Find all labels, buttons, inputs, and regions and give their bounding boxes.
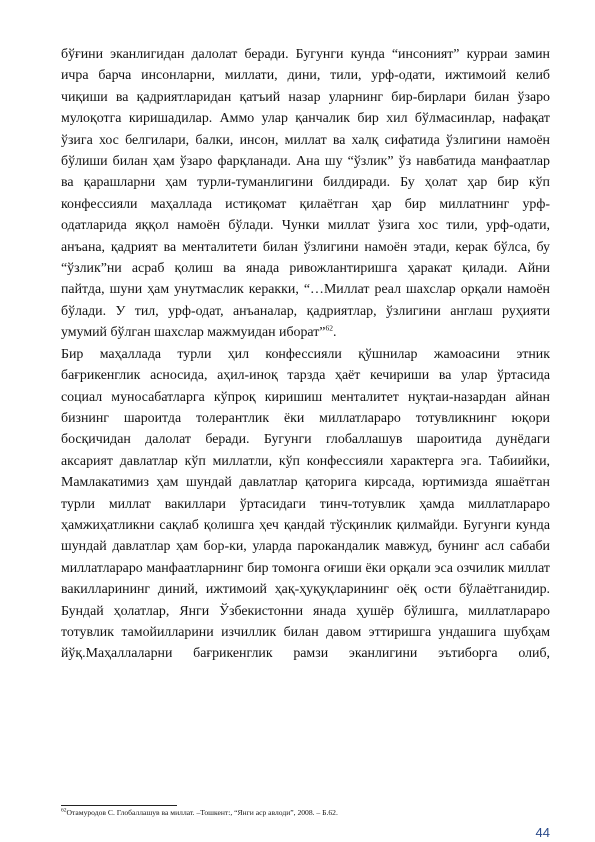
text-line-21: Мамлакатимиз ҳам шундай давлатлар қаторига кирсада, юртимизда яшаётган <box>61 475 550 491</box>
text-line-19: босқичидан далолат беради. Бугунги глобаллашув шароитида дунёдаги <box>61 432 550 448</box>
body-text <box>61 44 550 665</box>
text-line-22: турли миллат вакиллари ўртасидаги тинч-тотувлик ҳамда миллатлараро <box>61 496 550 512</box>
text-line-14: умумий бўлган шахслар мажмуидан иборат” <box>61 325 326 341</box>
text-line-12: пайтда, шуни ҳам унутмаслик керакки, “…Миллат реал шахслар орқали намоён <box>61 282 550 298</box>
text-line-18: бизнинг шароитда толерантлик ёки миллатлараро тотувликнинг юқори <box>61 410 550 426</box>
page-number: 44 <box>535 825 550 840</box>
text-line-7: ва қарашларни ҳам турли-туманлигини билдиради. Бу ҳолат ҳар бир кўп <box>61 175 550 191</box>
text-line-6: бўлиши билан ҳам ўзаро фарқланади. Ана шу “ўзлик” ўз навбатида манфаатлар <box>61 154 550 170</box>
text-line-5: ўзига хос белгилари, балки, инсон, миллат ва халқ сифатида ўзлигини намоён <box>61 132 550 148</box>
footnote-divider <box>61 805 177 806</box>
paragraph-end-line <box>61 322 550 343</box>
text-line-2: ичра барча инсонларни, миллати, дини, тили, урф-одати, ижтимоий келиб <box>61 68 550 84</box>
text-line-25: миллатлараро манфаатларнинг бир томонга оғиши ёки орқали эса озчилик миллат <box>61 560 550 576</box>
text-line-17: социал муносабатларга кўпроқ киришиш менталитет нуқтаи-назардан айнан <box>61 389 550 405</box>
footnote-text: Отамуродов С. Глобаллашув ва миллат. –Тошкент:, “Янги аср авлоди”, 2008. – Б.62. <box>66 808 338 817</box>
text-line-27: Бундай ҳолатлар, Янги Ўзбекистонни янада ҳушёр бўлишга, миллатлараро <box>61 603 550 619</box>
text-line-23: ҳамжиҳатликни сақлаб қолишга ҳеч қандай тўсқинлик қилмайди. Бугунги кунда <box>61 517 550 533</box>
text-line-4: мулоқотга киришадилар. Аммо улар қанчалик бир хил бўлмасинлар, нафақат <box>61 111 550 127</box>
text-line-1: бўғини эканлигидан далолат беради. Бугунги кунда “инсоният” курраи замин <box>61 47 550 62</box>
text-line-24: шундай давлатлар ҳам бор-ки, уларда парокандалик мавжуд, бунинг асл сабаби <box>61 539 550 555</box>
text-line-9: одатларида яққол намоён бўлади. Чунки миллат ўзига хос тили, урф-одати, <box>61 218 550 234</box>
footnote-number: 62 <box>61 807 67 814</box>
text-line-16: бағрикенглик асносида, аҳил-иноқ тарзда ҳаёт кечириши ва улар ўртасида <box>61 368 550 384</box>
text-line-28: тотувлик тамойилларини изчиллик билан давом эттиришга ундашига шубҳам <box>61 624 550 640</box>
text-line-15: Бир маҳаллада турли ҳил конфессияли қўшнилар жамоасини этник <box>61 346 550 362</box>
text-line-29: йўқ.Маҳаллаларни бағрикенглик рамзи эканлигини эътиборга олиб, <box>61 646 550 662</box>
text-line-11: “ўзлик”ни асраб қолиш ва янада ривожлантиришга ҳаракат қилади. Айни <box>61 261 550 277</box>
text-line-8: конфессияли маҳаллада истиқомат қилаётган ҳар бир миллатнинг урф- <box>61 196 550 212</box>
footnote <box>61 808 550 818</box>
text-line-20: аксарият давлатлар кўп миллатли, кўп конфессияли характерга эга. Табиийки, <box>61 453 550 469</box>
text-line-3: чиқиши ва қадриятларидан қатъий назар уларнинг бир-бирлари билан ўзаро <box>61 89 550 105</box>
footnote-reference-suffix: . <box>332 325 337 341</box>
text-line-10: анъана, қадрият ва менталитети билан ўзлигини намоён этади, керак бўлса, бу <box>61 239 550 255</box>
text-line-13: бўлади. У тил, урф-одат, анъаналар, қадриятлар, ўзлигини англаш руҳияти <box>61 303 550 319</box>
text-line-26: вакилларининг диний, ижтимоий ҳақ-ҳуқуқларининг оёқ ости бўлаётганидир. <box>61 582 550 598</box>
footnote-reference[interactable]: 62 <box>325 323 333 333</box>
